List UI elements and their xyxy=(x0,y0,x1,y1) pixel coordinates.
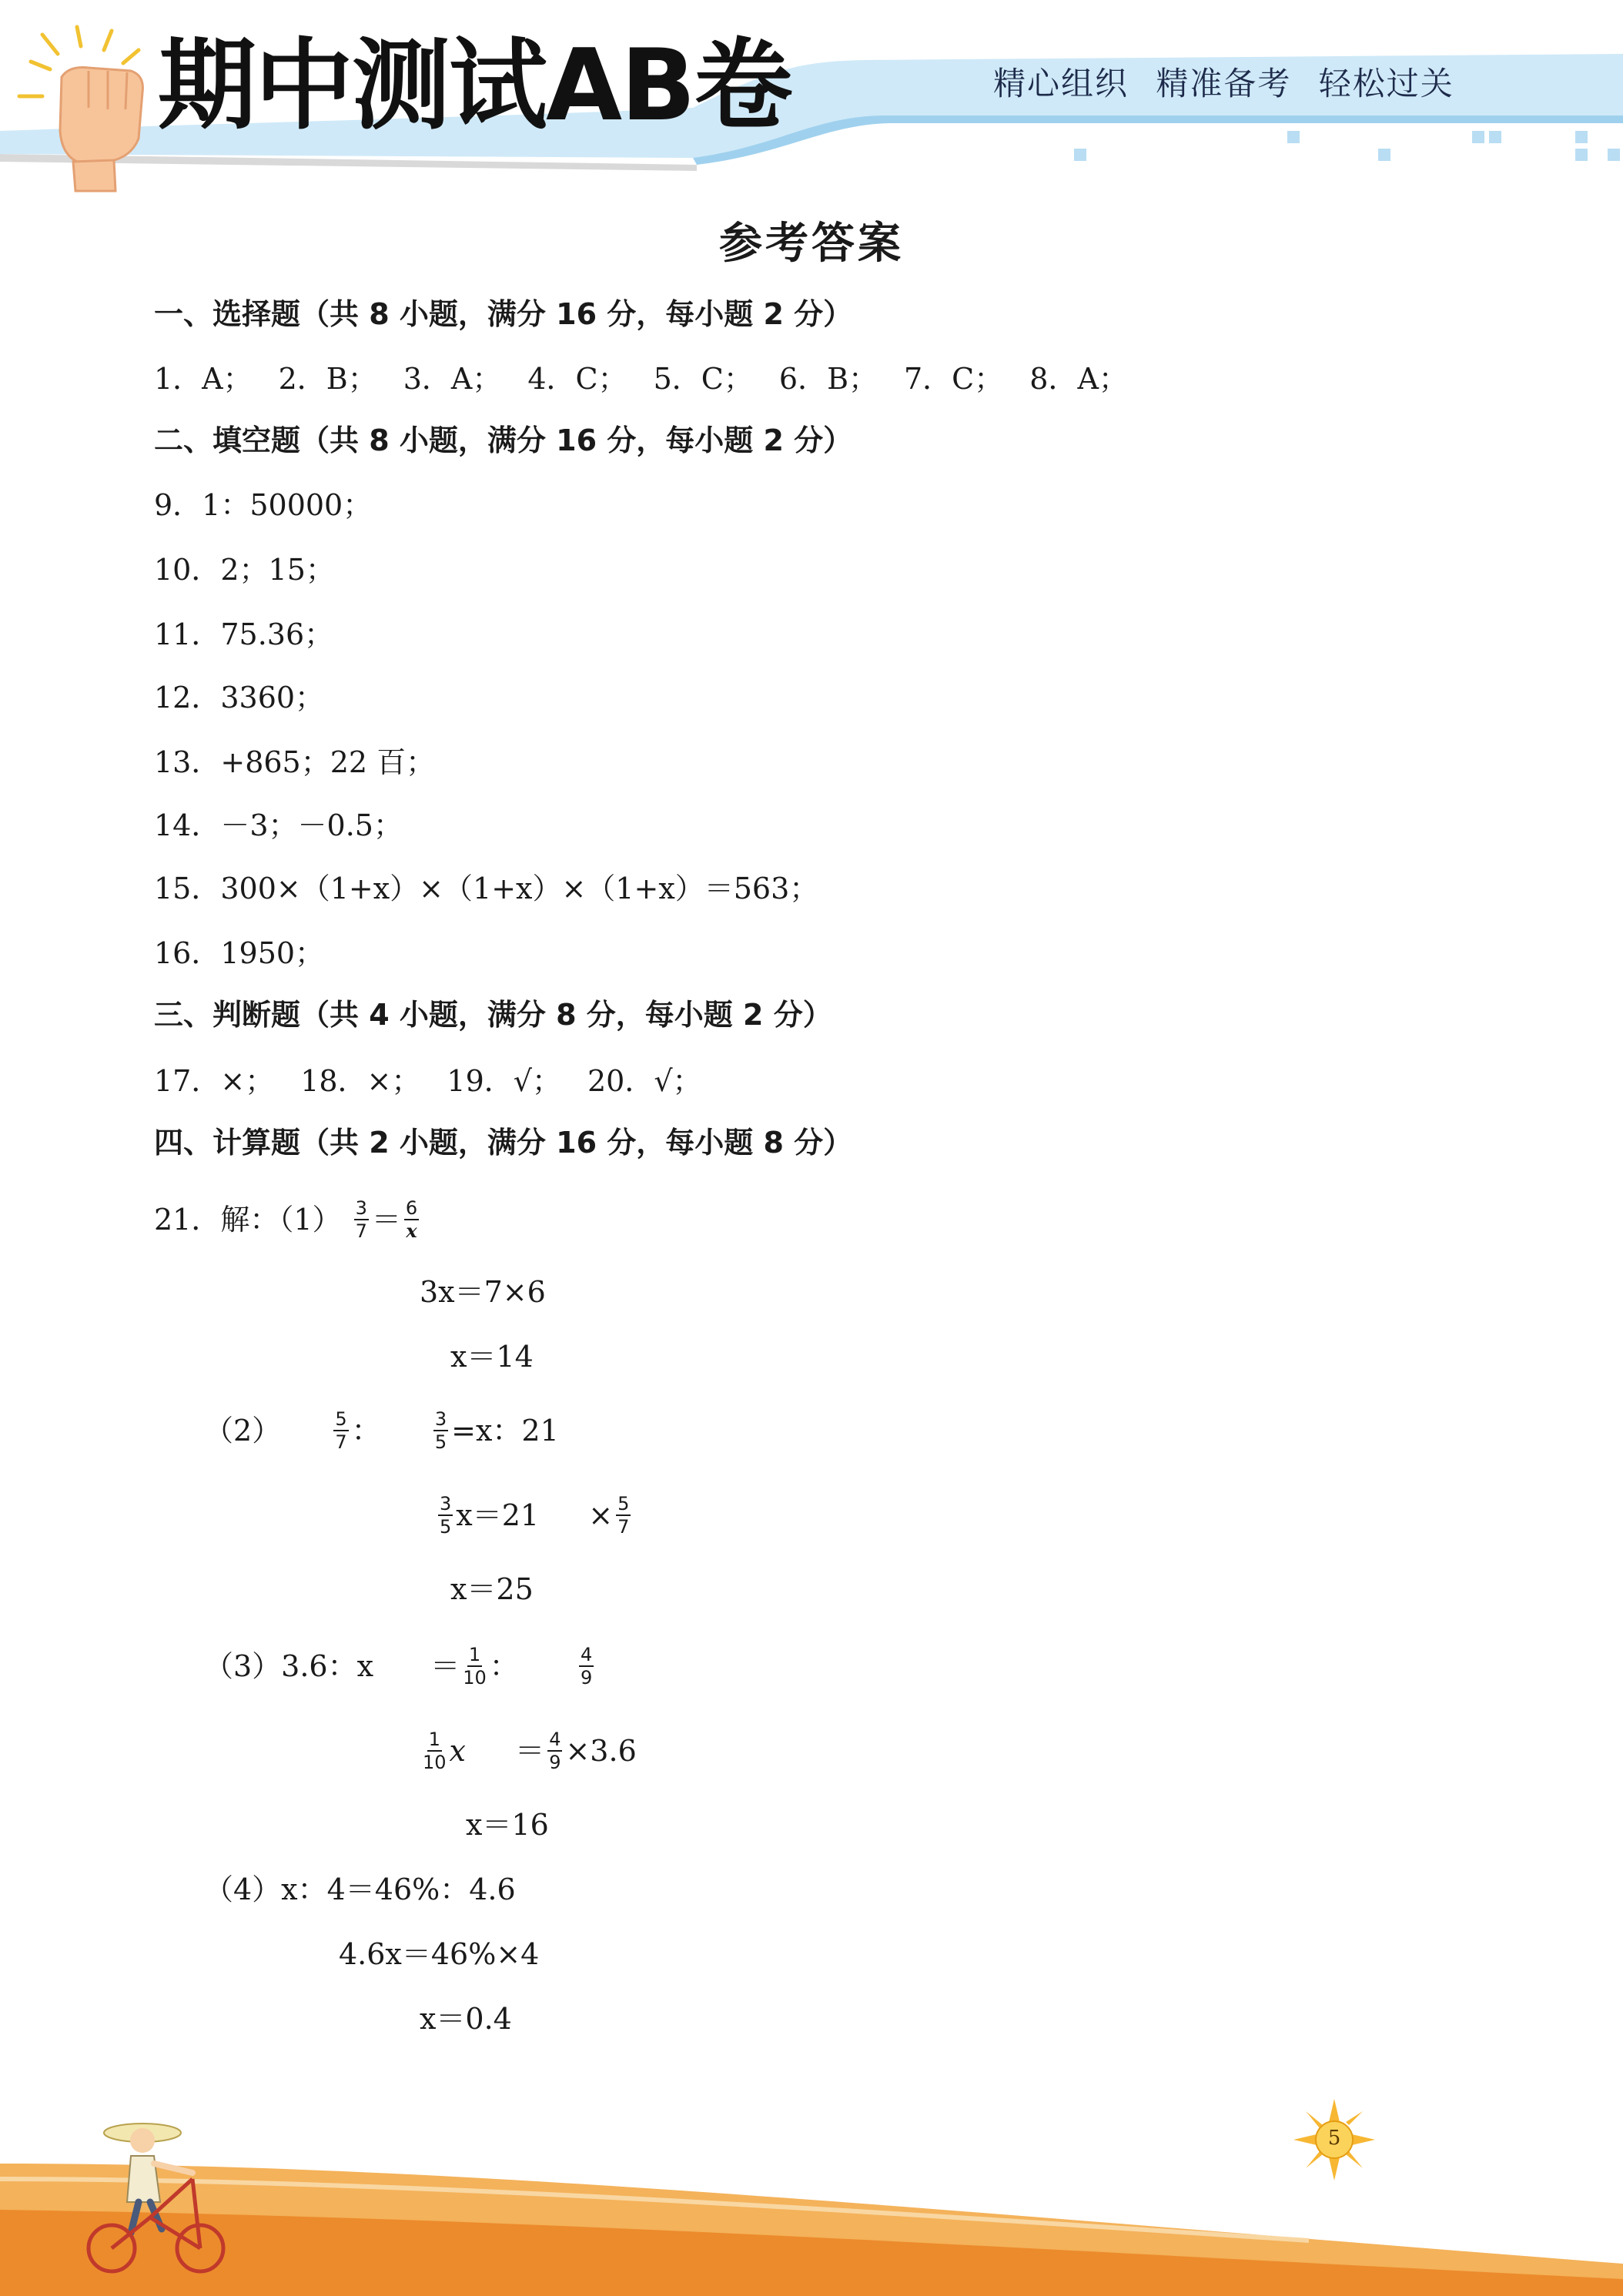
fraction: $\frac{4}{9}$ xyxy=(549,1728,561,1773)
calc-step xyxy=(435,1492,634,1539)
calc-q21-part2 xyxy=(204,1407,559,1454)
fill-answer: 12．3360； xyxy=(154,681,325,715)
section-heading-calc: 四、计算题（共 2 小题，满分 16 分，每小题 8 分） xyxy=(154,1126,853,1160)
calc-step: x＝16 xyxy=(466,1808,549,1842)
fill-answer: 16．1950； xyxy=(154,936,325,970)
choice-answer: 2．B； xyxy=(278,362,377,396)
calc-label: （2） xyxy=(204,1414,282,1448)
fill-answer: 10．2；15； xyxy=(154,553,335,587)
judge-answer: 18．×； xyxy=(300,1064,421,1098)
fraction: $\frac{1}{10}$ xyxy=(423,1728,447,1773)
equals-sign: ＝ xyxy=(371,1203,401,1237)
calc-label: 21．解：（1） xyxy=(154,1203,342,1237)
choice-answers-row xyxy=(154,360,1154,397)
choice-answer: 4．C； xyxy=(527,362,627,396)
fill-answer: 11．75.36； xyxy=(154,618,334,651)
choice-answer: 3．A； xyxy=(403,362,502,396)
fraction: $\frac{3}{5}$ xyxy=(440,1492,452,1538)
calc-step: 3x＝7×6 xyxy=(420,1275,546,1309)
calc-expression: x＝21 xyxy=(456,1498,540,1532)
calc-step: x＝14 xyxy=(450,1340,534,1374)
fraction: $\frac{4}{9}$ xyxy=(581,1643,593,1689)
fraction: $\frac{5}{7}$ xyxy=(617,1492,630,1538)
calc-expression: ×3.6 xyxy=(565,1734,637,1768)
page-header xyxy=(0,0,1623,177)
fraction: $\frac{5}{7}$ xyxy=(335,1407,347,1453)
choice-answer: 7．C； xyxy=(904,362,1004,396)
calc-q21-part1 xyxy=(154,1197,422,1243)
variable-x: x xyxy=(449,1734,466,1768)
fraction: $\frac{6}{x}$ xyxy=(405,1197,418,1242)
section-heading-choice: 一、选择题（共 8 小题，满分 16 分，每小题 2 分） xyxy=(154,297,853,331)
calc-q21-part4: （4）x：4＝46%：4.6 xyxy=(204,1873,516,1906)
header-title: 期中测试AB卷 xyxy=(158,28,791,143)
choice-answer: 8．A； xyxy=(1029,362,1128,396)
fraction: $\frac{3}{5}$ xyxy=(434,1407,447,1453)
calc-q21-part3 xyxy=(204,1643,597,1690)
times-sign: × xyxy=(588,1498,614,1532)
fill-answer: 13．+865；22 百； xyxy=(154,745,436,779)
fist-icon xyxy=(15,23,162,192)
document-title: 参考答案 xyxy=(719,219,904,269)
colon: ： xyxy=(351,1414,381,1448)
section-heading-fill: 二、填空题（共 8 小题，满分 16 分，每小题 2 分） xyxy=(154,423,853,457)
header-slogan: 精心组织 精准备考 轻松过关 xyxy=(993,65,1454,102)
choice-answer: 6．B； xyxy=(778,362,878,396)
colon: ： xyxy=(489,1649,519,1683)
fill-answer: 14．－3；－0.5； xyxy=(154,808,403,842)
fraction: $\frac{3}{7}$ xyxy=(355,1197,367,1242)
fill-answer: 15．300×（1+x）×（1+x）×（1+x）＝563； xyxy=(154,872,819,905)
judge-answer: 20．√； xyxy=(587,1064,702,1098)
calc-step: 4.6x＝46%×4 xyxy=(339,1937,540,1971)
judge-answer: 19．√； xyxy=(447,1064,561,1098)
equals-sign: ＝ xyxy=(430,1649,460,1683)
calc-step: x＝25 xyxy=(450,1572,534,1606)
equals-sign: ＝ xyxy=(515,1734,545,1768)
calc-step xyxy=(420,1728,637,1775)
section-heading-judge: 三、判断题（共 4 小题，满分 8 分，每小题 2 分） xyxy=(154,998,832,1032)
fill-answer: 9．1：50000； xyxy=(154,488,373,522)
choice-answer: 5．C； xyxy=(653,362,753,396)
calc-step: x＝0.4 xyxy=(420,2002,512,2036)
choice-answer: 1．A； xyxy=(154,362,253,396)
calc-label: （3）3.6：x xyxy=(204,1649,374,1683)
page-number: 5 xyxy=(1327,2127,1341,2150)
judge-answer: 17．×； xyxy=(154,1064,275,1098)
fraction: $\frac{1}{10}$ xyxy=(463,1643,487,1689)
cyclist-illustration xyxy=(77,2117,231,2279)
judge-answers-row xyxy=(154,1063,728,1099)
calc-expression: =x：21 xyxy=(451,1414,559,1448)
footer-wave-graphic xyxy=(0,2094,1623,2296)
